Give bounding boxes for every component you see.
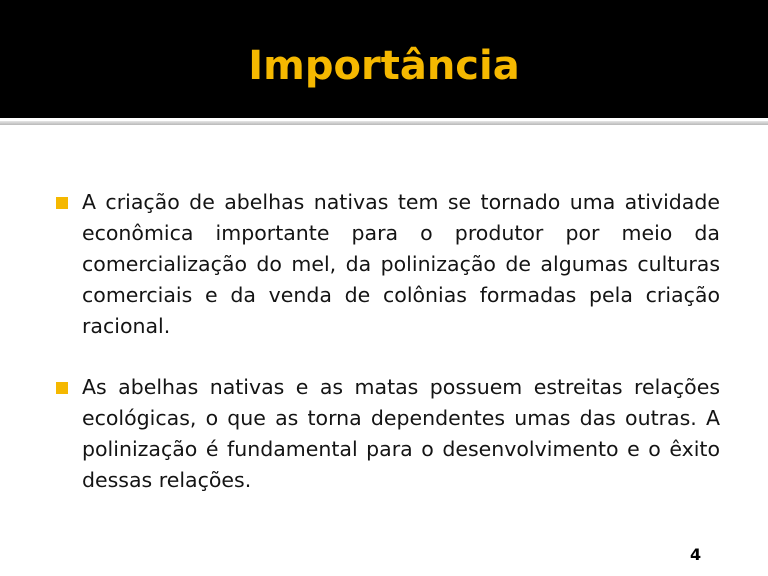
bullet-list — [52, 187, 720, 526]
title-bar — [0, 0, 768, 118]
page-number: 4 — [690, 545, 702, 564]
title-divider — [0, 121, 768, 125]
square-bullet-icon — [56, 197, 68, 209]
bullet-item — [52, 187, 720, 342]
bullet-text: As abelhas nativas e as matas possuem estreitas relações ecológicas, o que as torna dependentes umas das outras. A polinização é fundamental para o desenvolvimento e o êxito dessas relações. — [82, 375, 720, 492]
bullet-text: A criação de abelhas nativas tem se tornado uma atividade econômica importante para o produtor por meio da comercialização do mel, da polinização de algumas culturas comerciais e da venda de colônias formadas pela criação racional. — [82, 190, 720, 338]
bullet-item — [52, 372, 720, 496]
slide-title: Importância — [248, 43, 520, 89]
square-bullet-icon — [56, 382, 68, 394]
